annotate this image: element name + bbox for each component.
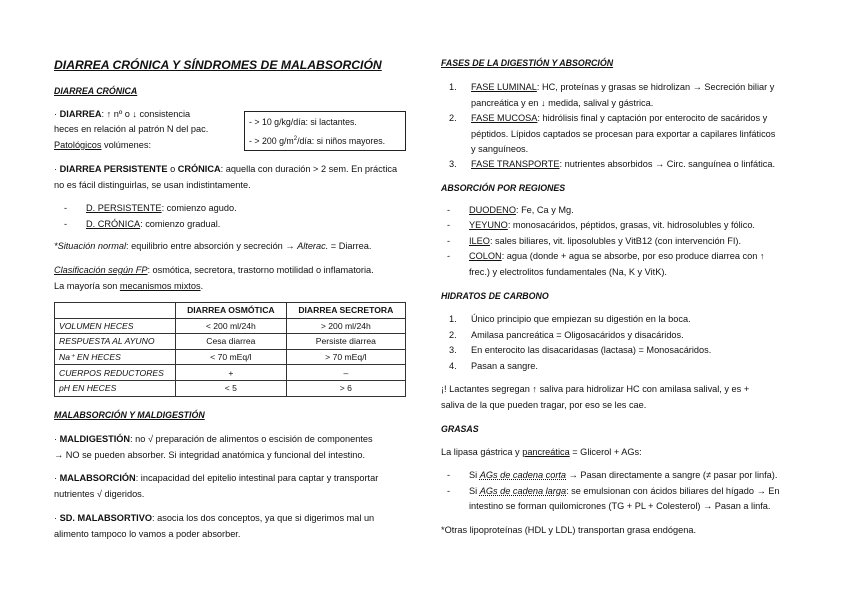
section-regiones: ABSORCIÓN POR REGIONES (441, 183, 566, 193)
table-cell: + (176, 365, 287, 381)
region-yeyuno: - YEYUNO: monosacáridos, péptidos, grasas, vit. hidrosolubles y fólico. (447, 220, 755, 230)
table-header-cell: DIARREA SECRETORA (286, 303, 405, 319)
table-cell: RESPUESTA AL AYUNO (55, 334, 176, 350)
list-item-persistente: - D. PERSISTENTE: comienzo agudo. (64, 203, 237, 213)
table-cell: < 200 ml/24h (176, 318, 287, 334)
fase-mucosa-line2: péptidos. Lípidos captados se procesan para exportar a capilares linfáticos (471, 129, 776, 139)
fase-transporte: 3. FASE TRANSPORTE: nutrientes absorbidos → Circ. sanguínea o linfática. (449, 159, 776, 169)
malabsorcion-line2: nutrientes √ digeridos. (54, 489, 145, 499)
otras-lipoproteinas: *Otras lipoproteínas (HDL y LDL) transportan grasa endógena. (441, 525, 697, 535)
grasas-item-larga-line1: - Si AGs de cadena larga: se emulsionan con ácidos biliares del hígado → En (447, 486, 780, 496)
table-cell: Cesa diarrea (176, 334, 287, 350)
fase-mucosa-line1: 2. FASE MUCOSA: hidrólisis final y captación por enterocito de sacáridos y (449, 113, 768, 123)
lipasa-line: La lipasa gástrica y pancreática = Glicerol + AGs: (441, 447, 642, 457)
table-row (55, 349, 406, 365)
hidratos-item: 3. En enterocito las disacaridasas (lactasa) = Monosacáridos. (449, 345, 712, 355)
section-grasas: GRASAS (441, 424, 479, 434)
hidratos-item: 1. Único principio que empiezan su digestión en la boca. (449, 314, 691, 324)
section-diarrea-cronica: DIARREA CRÓNICA (54, 86, 138, 96)
page-title: DIARREA CRÓNICA Y SÍNDROMES DE MALABSORCIÓN (54, 58, 382, 72)
maldigestion-line1: · MALDIGESTIÓN: no √ preparación de alimentos o escisión de componentes (54, 434, 373, 444)
volumes-box (244, 111, 406, 151)
box-line-2: - > 200 $g/m^2$/día: si niños mayores. (249, 135, 386, 146)
volumenes-text: volúmenes: (101, 140, 152, 150)
table-row (55, 334, 406, 350)
sd-malabsortivo-line2: alimento tampoco lo vamos a poder absorber. (54, 529, 241, 539)
section-fases: FASES DE LA DIGESTIÓN Y ABSORCIÓN (441, 58, 614, 68)
table-cell: – (286, 365, 405, 381)
lactantes-line2: saliva de la que pueden tragar, por eso se les cae. (441, 400, 647, 410)
diarrea-def-1: : ↑ nº o ↓ consistencia (101, 109, 191, 119)
mayoria-line: La mayoría son mecanismos mixtos. (54, 281, 204, 291)
cronica-term: CRÓNICA (177, 164, 221, 174)
table-cell: Persiste diarrea (286, 334, 405, 350)
grasas-item-corta: - Si AGs de cadena corta → Pasan directamente a sangre (≠ pasar por linfa). (447, 470, 778, 480)
table-row (55, 365, 406, 381)
table-cell: VOLUMEN HECES (55, 318, 176, 334)
section-hidratos: HIDRATOS DE CARBONO (441, 291, 549, 301)
table-cell: Na⁺ EN HECES (55, 349, 176, 365)
table-cell: pH EN HECES (55, 380, 176, 396)
hidratos-item: 4. Pasan a sangre. (449, 361, 538, 371)
maldigestion-line2: → NO se pueden absorber. Si integridad anatómica y funcional del intestino. (54, 450, 366, 460)
lactantes-line1: ¡! Lactantes segregan ↑ saliva para hidrolizar HC con amilasa salival, y es + (441, 384, 750, 394)
patologicos-term: Patológicos (54, 140, 102, 150)
patologicos-line (54, 140, 151, 150)
malabsorcion-line1: · MALABSORCIÓN: incapacidad del epitelio intestinal para captar y transportar (54, 473, 379, 483)
table-header-cell: DIARREA OSMÓTICA (176, 303, 287, 319)
diarrea-definition-line2: heces en relación al patrón N del pac. (54, 124, 209, 134)
box-line-1: - > 10 g/kg/día: si lactantes. (249, 117, 357, 127)
diarrea-term: DIARREA (59, 109, 102, 119)
persistente-line1: · DIARREA PERSISTENTE o CRÓNICA: aquella con duración > 2 sem. En práctica (54, 164, 398, 174)
table-cell: > 70 mEq/l (286, 349, 405, 365)
fase-mucosa-line3: y sanguíneos. (471, 144, 529, 154)
table-row (55, 380, 406, 396)
region-duodeno: - DUODENO: Fe, Ca y Mg. (447, 205, 574, 215)
situacion-normal: *Situación normal: equilibrio entre absorción y secreción → Alterac. = Diarrea. (54, 241, 372, 251)
diarrea-comparison-table (54, 302, 406, 397)
table-header-row (55, 303, 406, 319)
table-header-cell (55, 303, 176, 319)
diarrea-definition-line1: · DIARREA: ↑ nº o ↓ consistencia (54, 109, 191, 119)
grasas-item-larga-line2: intestino se forman quilomicrones (TG + PL + Colesterol) → Pasan a linfa. (469, 501, 771, 511)
table-cell: CUERPOS REDUCTORES (55, 365, 176, 381)
region-colon-line2: frec.) y electrolitos fundamentales (Na, K y VitK). (469, 267, 667, 277)
fase-luminal-line1: 1. FASE LUMINAL: HC, proteínas y grasas se hidrolizan → Secreción biliar y (449, 82, 775, 92)
region-ileo: - ILEO: sales biliares, vit. liposolubles y VitB12 (con intervención FI). (447, 236, 742, 246)
table-cell: > 6 (286, 380, 405, 396)
region-colon-line1: - COLON: agua (donde + agua se absorbe, por eso produce diarrea con ↑ (447, 251, 765, 261)
fase-luminal-line2: pancreática y en ↓ medida, salival y gástrica. (471, 98, 654, 108)
section-malabsorcion: MALABSORCIÓN Y MALDIGESTIÓN (54, 410, 205, 420)
table-cell: < 5 (176, 380, 287, 396)
table-cell: < 70 mEq/l (176, 349, 287, 365)
clasificacion: Clasificación según FP: osmótica, secretora, trastorno motilidad o inflamatoria. (54, 265, 374, 275)
sd-malabsortivo-line1: · SD. MALABSORTIVO: asocia los dos conceptos, ya que si digerimos mal un (54, 513, 375, 523)
persistente-term: DIARREA PERSISTENTE (59, 164, 168, 174)
table-row (55, 318, 406, 334)
persistente-line2: no es fácil distinguirlas, se usan indistintamente. (54, 180, 251, 190)
list-item-cronica: - D. CRÓNICA: comienzo gradual. (64, 219, 221, 229)
hidratos-item: 2. Amilasa pancreática = Oligosacáridos y disacáridos. (449, 330, 684, 340)
table-cell: > 200 ml/24h (286, 318, 405, 334)
